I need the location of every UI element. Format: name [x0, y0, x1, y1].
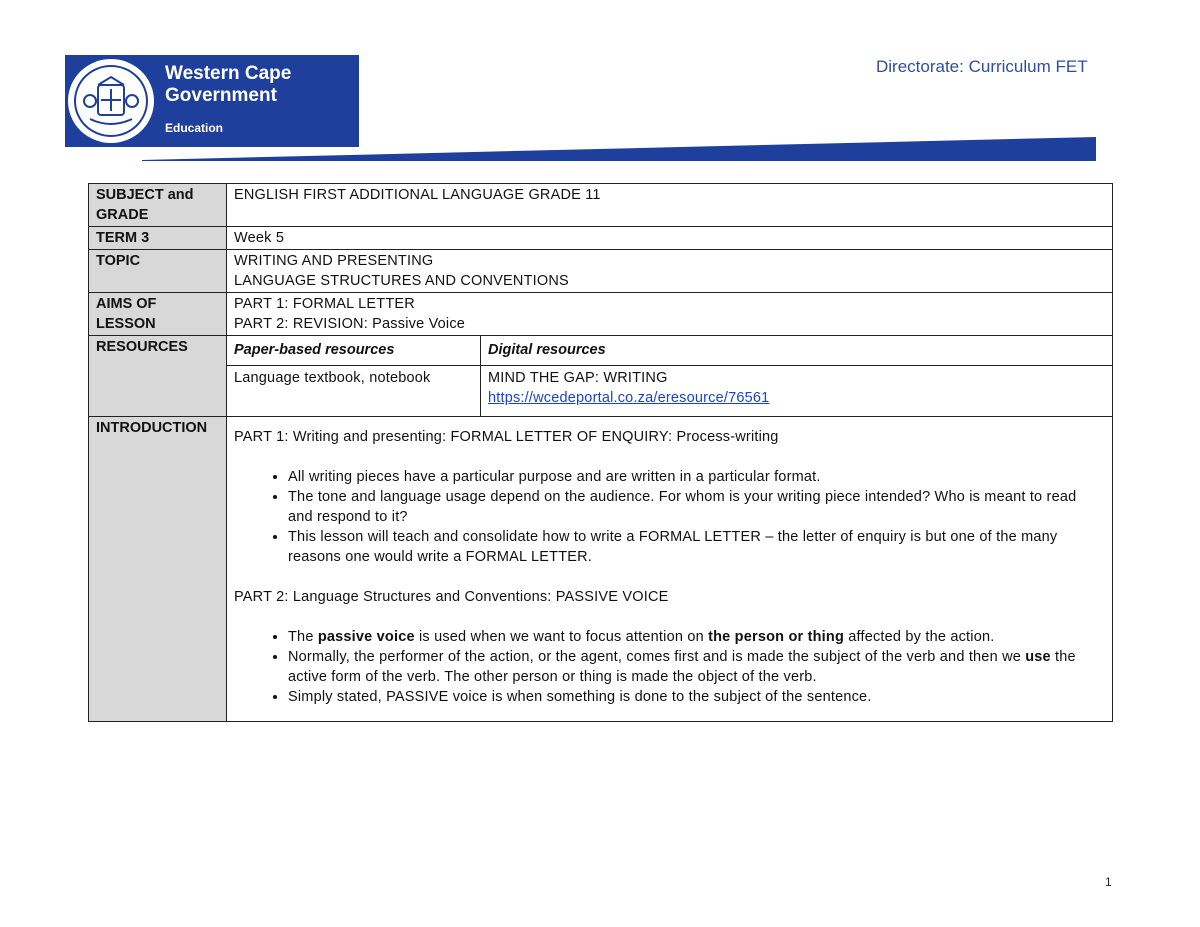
list-item: • This lesson will teach and consolidate how to write a FORMAL LETTER – the letter of enquiry is but one of the many reasons one would write a FORMAL LETTER.	[288, 527, 1105, 567]
list-item: • The passive voice is used when we want to focus attention on the person or thing affected by the action.	[288, 627, 1105, 647]
part1-heading: PART 1: Writing and presenting: FORMAL LETTER OF ENQUIRY: Process-writing	[234, 429, 779, 445]
digital-resources-header: Digital resources	[481, 336, 1113, 366]
term-value: Week 5	[227, 227, 1113, 250]
list-item: • All writing pieces have a particular purpose and are written in a particular format.	[288, 467, 1105, 487]
introduction-row	[89, 417, 1113, 722]
aims-line-2: PART 2: REVISION: Passive Voice	[234, 316, 466, 332]
list-item: • Normally, the performer of the action, or the agent, comes first and is made the subject of the verb and then we use the active form of the verb. The other person or thing is made the object of the verb.	[288, 647, 1105, 687]
list-item: • Simply stated, PASSIVE voice is when something is done to the subject of the sentence.	[288, 687, 1105, 707]
resources-label: RESOURCES	[89, 336, 227, 417]
term-row	[89, 227, 1113, 250]
part2-bullet-list	[234, 627, 1105, 707]
aims-value	[227, 293, 1113, 336]
topic-value	[227, 250, 1113, 293]
aims-label: AIMS OF LESSON	[89, 293, 227, 336]
header-band	[0, 0, 1200, 170]
part1-bullet-list	[234, 467, 1105, 567]
directorate-label: Directorate: Curriculum FET	[876, 57, 1088, 76]
lesson-plan-table	[88, 183, 1113, 722]
logo-subtitle: Education	[165, 121, 224, 135]
paper-resources-header: Paper-based resources	[227, 336, 481, 366]
topic-row	[89, 250, 1113, 293]
aims-row	[89, 293, 1113, 336]
page-number: 1	[1105, 875, 1112, 889]
topic-label: TOPIC	[89, 250, 227, 293]
topic-line-1: WRITING AND PRESENTING	[234, 253, 434, 269]
introduction-label: INTRODUCTION	[89, 417, 227, 722]
list-item: • The tone and language usage depend on the audience. For whom is your writing piece intended? Who is meant to read and respond to it?	[288, 487, 1105, 527]
term-label: TERM 3	[89, 227, 227, 250]
subject-row	[89, 184, 1113, 227]
aims-line-1: PART 1: FORMAL LETTER	[234, 296, 415, 312]
paper-resources-value: Language textbook, notebook	[227, 366, 481, 417]
subject-value: ENGLISH FIRST ADDITIONAL LANGUAGE GRADE 11	[227, 184, 1113, 227]
resources-value-row	[89, 366, 1113, 417]
resources-header-row	[89, 336, 1113, 366]
logo-title: Western Cape Government	[165, 63, 292, 106]
subject-label: SUBJECT and GRADE	[89, 184, 227, 227]
digital-resource-title: MIND THE GAP: WRITING	[488, 370, 668, 386]
topic-line-2: LANGUAGE STRUCTURES AND CONVENTIONS	[234, 273, 569, 289]
introduction-content	[227, 417, 1113, 722]
part2-heading: PART 2: Language Structures and Conventions: PASSIVE VOICE	[234, 589, 669, 605]
digital-resources-value	[481, 366, 1113, 417]
eresource-link[interactable]: https://wcedeportal.co.za/eresource/76561	[488, 390, 770, 406]
